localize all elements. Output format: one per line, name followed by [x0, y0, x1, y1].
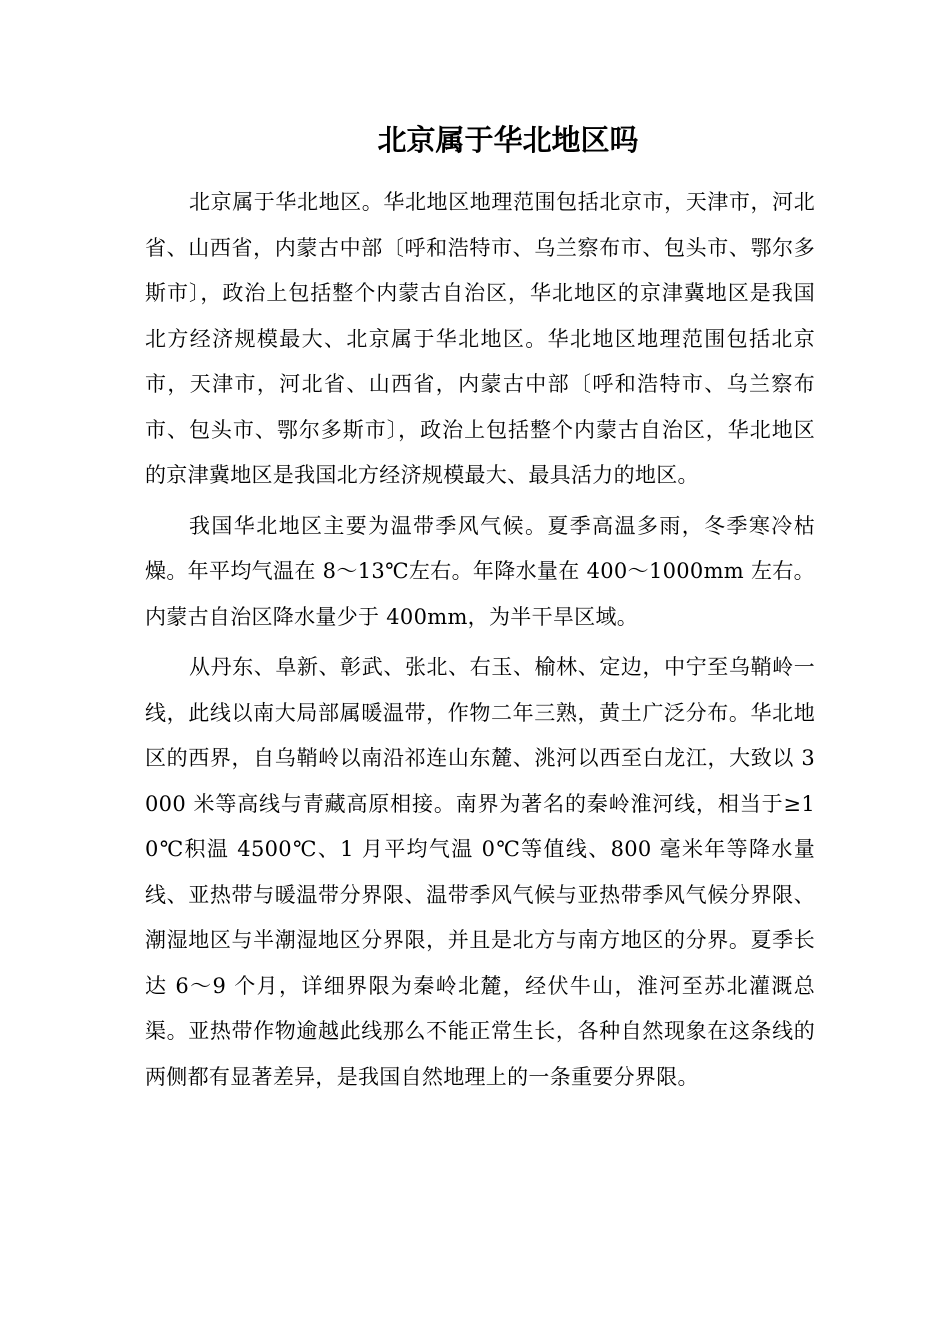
paragraph-beijing-region: 北京属于华北地区。华北地区地理范围包括北京市，天津市，河北省、山西省，内蒙古中部〔呼和浩特市、乌兰察布市、包头市、鄂尔多斯市〕，政治上包括整个内蒙古自治区，华北地区的京津冀地区是我国北方经济规模最大、北京属于华北地区。华北地区地理范围包括北京市，天津市，河北省、山西省，内蒙古中部〔呼和浩特市、乌兰察布市、包头市、鄂尔多斯市〕，政治上包括整个内蒙古自治区，华北地区的京津冀地区是我国北方经济规模最大、最具活力的地区。: [145, 190, 815, 487]
paragraph-climate: 我国华北地区主要为温带季风气候。夏季高温多雨，冬季寒冷枯燥。年平均气温在 8～13℃左右。年降水量在 400～1000mm 左右。内蒙古自治区降水量少于 400mm，为半干旱区域。: [145, 513, 815, 629]
paragraph-boundaries: 从丹东、阜新、彰武、张北、右玉、榆林、定边，中宁至乌鞘岭一线，此线以南大局部属暖温带，作物二年三熟，黄土广泛分布。华北地区的西界，自乌鞘岭以南沿祁连山东麓、洮河以西至白龙江，大致以 3000 米等高线与青藏高原相接。南界为著名的秦岭淮河线，相当于≥10℃积温 4500℃、1 月平均气温 0℃等值线、800 毫米年等降水量线、亚热带与暖温带分界限、温带季风气候与亚热带季风气候分界限、潮湿地区与半潮湿地区分界限，并且是北方与南方地区的分界。夏季长达 6～9 个月，详细界限为秦岭北麓，经伏牛山，淮河至苏北灌溉总渠。亚热带作物逾越此线那么不能正常生长，各种自然现象在这条线的两侧都有显著差异，是我国自然地理上的一条重要分界限。: [145, 655, 815, 1089]
document-title: 北京属于华北地区吗: [377, 123, 639, 157]
document-body: [145, 180, 815, 1105]
